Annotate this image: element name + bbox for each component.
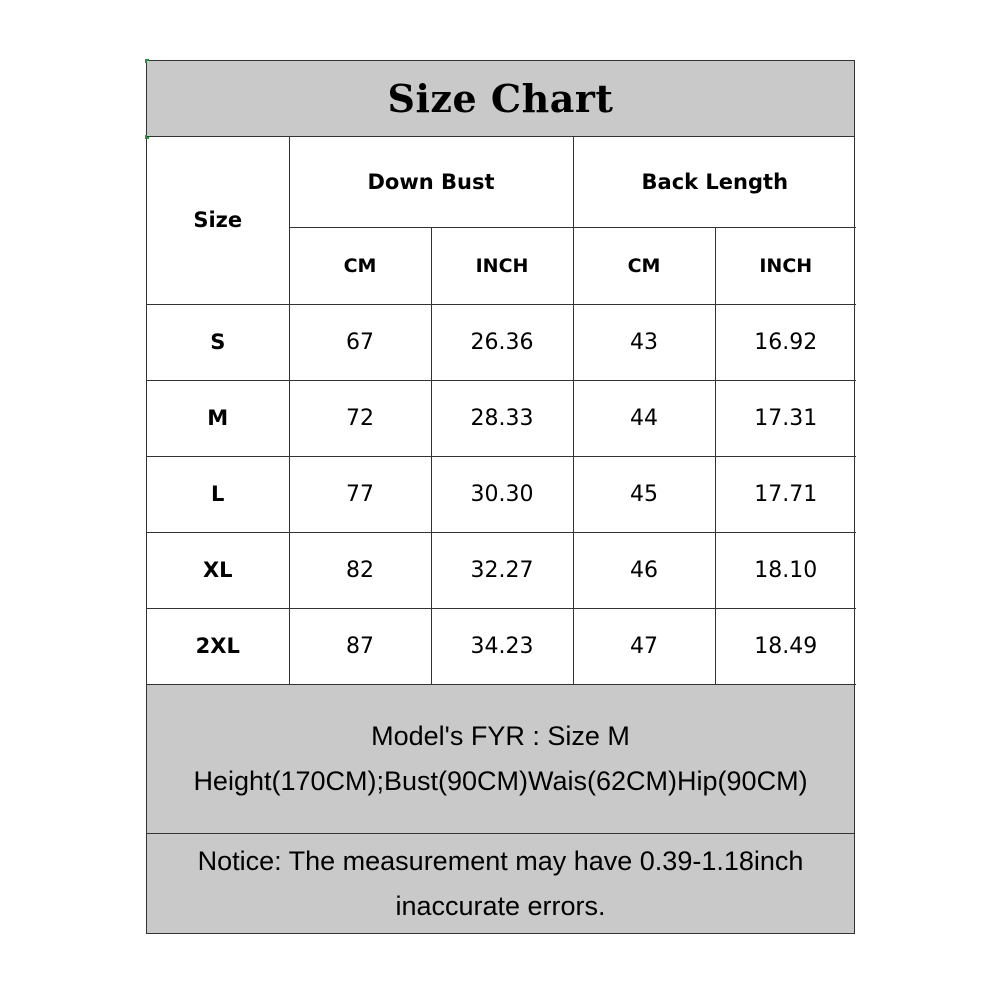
unit-header: CM (289, 227, 431, 304)
size-cell: M (147, 380, 289, 456)
model-size-line: Model's FYR : Size M (371, 721, 630, 751)
back-inch-cell: 18.49 (715, 608, 856, 684)
page-title: Size Chart (387, 76, 614, 121)
table-row (147, 456, 856, 532)
bust-inch-cell: 34.23 (431, 608, 573, 684)
back-cm-cell: 43 (573, 304, 715, 380)
bust-inch-cell: 30.30 (431, 456, 573, 532)
table-row (147, 304, 856, 380)
table-row (147, 532, 856, 608)
unit-header: INCH (715, 227, 856, 304)
bust-cm-cell: 67 (289, 304, 431, 380)
table-row (147, 380, 856, 456)
back-cm-cell: 45 (573, 456, 715, 532)
size-header: Size (147, 137, 289, 304)
size-chart (146, 60, 855, 934)
notice-line: Notice: The measurement may have 0.39-1.18inch (197, 845, 804, 876)
size-cell: 2XL (147, 608, 289, 684)
header-row-groups (147, 137, 856, 227)
bust-cm-cell: 77 (289, 456, 431, 532)
back-inch-cell: 16.92 (715, 304, 856, 380)
bust-cm-cell: 82 (289, 532, 431, 608)
back-length-header: Back Length (573, 137, 856, 227)
size-table (147, 137, 856, 685)
down-bust-header: Down Bust (289, 137, 573, 227)
unit-header: INCH (431, 227, 573, 304)
bust-inch-cell: 26.36 (431, 304, 573, 380)
model-measurements-line: Height(170CM);Bust(90CM)Wais(62CM)Hip(90CM) (193, 766, 808, 796)
size-cell: S (147, 304, 289, 380)
notice-band (147, 834, 854, 933)
size-cell: L (147, 456, 289, 532)
back-cm-cell: 47 (573, 608, 715, 684)
back-inch-cell: 18.10 (715, 532, 856, 608)
size-cell: XL (147, 532, 289, 608)
bust-cm-cell: 72 (289, 380, 431, 456)
bust-inch-cell: 28.33 (431, 380, 573, 456)
notice-line: inaccurate errors. (395, 890, 606, 921)
bust-cm-cell: 87 (289, 608, 431, 684)
title-band (147, 61, 854, 137)
back-cm-cell: 46 (573, 532, 715, 608)
unit-header: CM (573, 227, 715, 304)
table-row (147, 608, 856, 684)
back-inch-cell: 17.31 (715, 380, 856, 456)
back-inch-cell: 17.71 (715, 456, 856, 532)
back-cm-cell: 44 (573, 380, 715, 456)
model-info-band (147, 684, 854, 834)
bust-inch-cell: 32.27 (431, 532, 573, 608)
